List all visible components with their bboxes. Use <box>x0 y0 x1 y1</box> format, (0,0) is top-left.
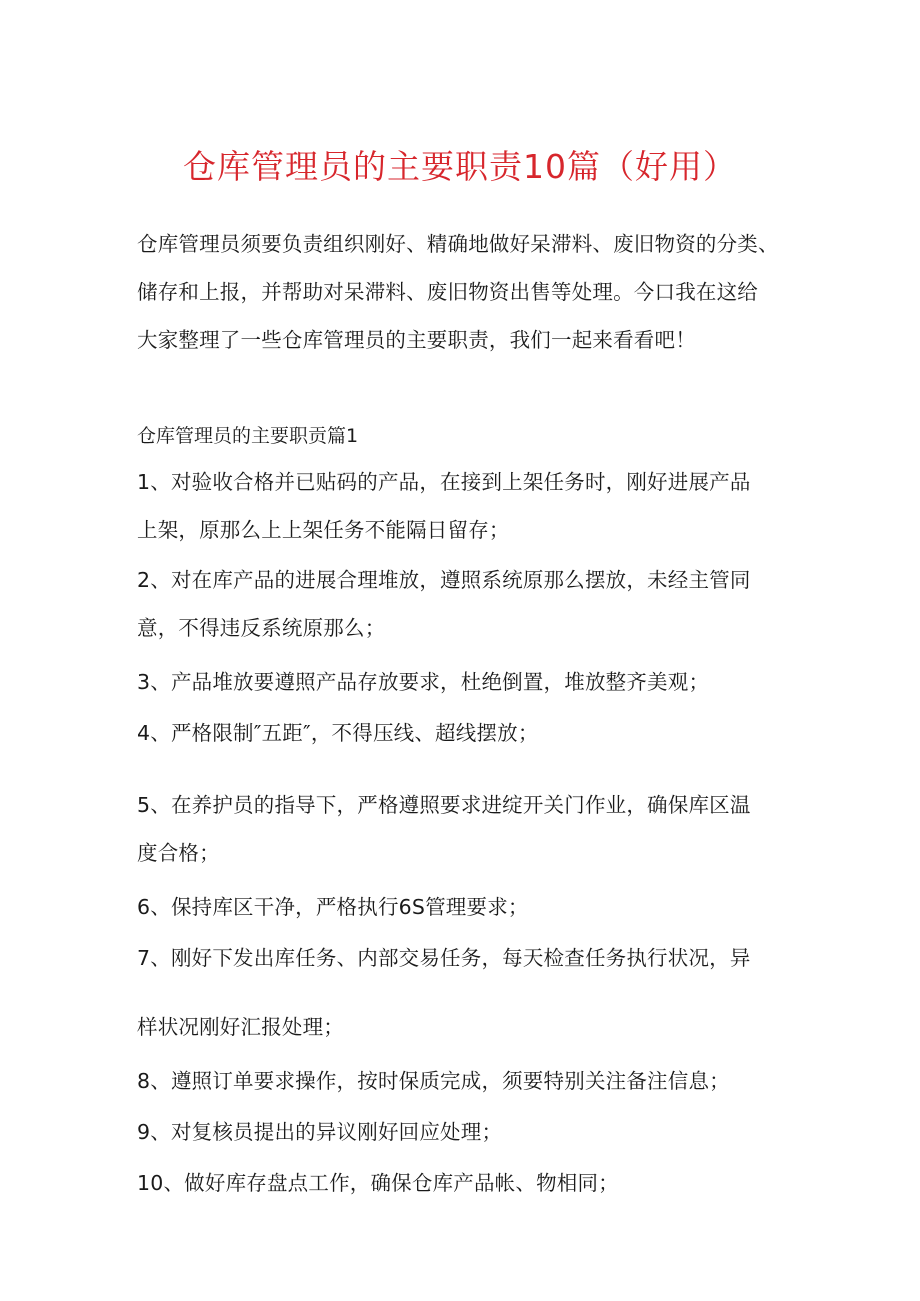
list-item-line: 上架，原那么上上架任务不能隔日留存； <box>137 518 510 542</box>
section-heading: 仓库管理员的主要职贡篇1 <box>137 425 359 447</box>
list-item-9 <box>137 1108 787 1156</box>
list-item-8 <box>137 1057 787 1105</box>
list-item-line: 7、刚好下发出库任务、内部交易任务，每天检查任务执行状况，异 <box>137 946 751 970</box>
list-item-line: 5、在养护员的指导下，严格遵照要求进绽开关门作业，确保库区温 <box>137 793 751 817</box>
list-item-line: 度合格； <box>137 841 220 865</box>
list-item-5 <box>137 781 787 877</box>
list-item-line: 6、保持库区干净，严格执行6S管理要求； <box>137 895 529 919</box>
list-item-line: 样状况刚好汇报处理； <box>137 1015 344 1039</box>
list-item-line: 意，不得违反系统原那么； <box>137 616 386 640</box>
list-item-line: 4、严格限制″五距″，不得压线、超线摆放； <box>137 721 539 745</box>
list-item-6 <box>137 883 787 931</box>
list-item-3 <box>137 658 787 706</box>
intro-line: 储存和上报，并帮助对呆滞料、废旧物资出售等处理。今口我在这给 <box>137 280 758 304</box>
list-item-line: 3、产品堆放要遵照产品存放要求，杜绝倒置，堆放整齐美观； <box>137 670 710 694</box>
list-item-line: 2、对在库产品的进展合理堆放，遵照系统原那么摆放，未经主管同 <box>137 568 751 592</box>
list-item-2 <box>137 556 787 652</box>
list-item-7-continued <box>137 1003 787 1051</box>
list-item-line: 1、对验收合格并已贴码的产品，在接到上架任务时，刚好进展产品 <box>137 470 751 494</box>
list-item-line: 10、做好库存盘点工作，确保仓库产品帐、物相同； <box>137 1171 619 1195</box>
document-title: 仓库管理员的主要职责10篇（好用） <box>183 147 737 186</box>
list-item-line: 8、遵照订单要求操作，按时保质完成，须要特别关注备注信息； <box>137 1069 730 1093</box>
intro-line: 仓库管理员须要负责组织刚好、精确地做好呆滞料、废旧物资的分类、 <box>137 232 779 256</box>
list-item-1 <box>137 458 787 554</box>
list-item-4 <box>137 709 787 757</box>
intro-line: 大家整理了一些仓库管理员的主要职责，我们一起来看看吧！ <box>137 328 696 352</box>
list-item-line: 9、对复核员提出的异议刚好回应处理； <box>137 1120 503 1144</box>
list-item-7 <box>137 934 787 982</box>
intro-paragraph <box>137 220 787 364</box>
list-item-10 <box>137 1159 787 1207</box>
